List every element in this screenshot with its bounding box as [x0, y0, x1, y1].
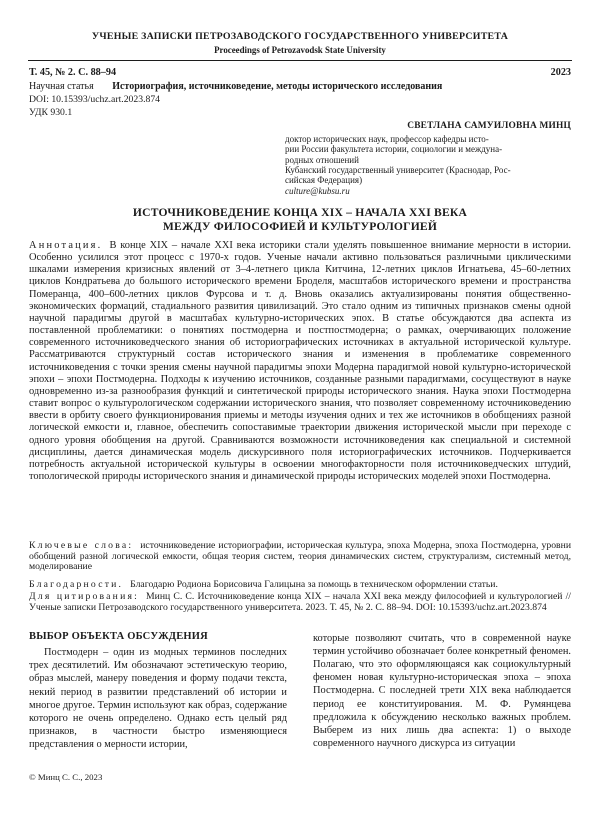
- author-block: [285, 121, 571, 196]
- keywords-paragraph: [29, 541, 571, 573]
- acknowledgments-label: Благодарности.: [29, 579, 124, 590]
- journal-header: [29, 31, 571, 55]
- article-title: [29, 206, 571, 233]
- two-column-body: [29, 631, 571, 752]
- right-column-text: которые позволяют считать, что в современной науке термин устойчиво обозначает более конкретный феномен. Полагаю, что это оформляющаяся как социокультурный феномен новая культурно-историческая эпоха – эпоха Постмодерна. С последней трети XIX века наблюдается период ее конституирования. М. Ф. Румянцева предложила к обсуждению несколько важных проблем. Выберем из них лишь два аспекта: 1) о выходе современного научного дискурса из ситуации: [313, 632, 571, 750]
- article-type-label: Научная статья: [29, 81, 94, 92]
- author-affiliation-line: сийская Федерация): [285, 175, 363, 186]
- left-column: [29, 631, 287, 752]
- acknowledgments-paragraph: [29, 580, 571, 591]
- author-affiliation-line: родных отношений: [285, 154, 359, 165]
- citation-paragraph: [29, 592, 571, 613]
- acknowledgments-text: Благодарю Родиона Борисовича Галицына за помощь в техническом оформлении статьи.: [130, 579, 498, 590]
- author-affiliation-line: Кубанский государственный университет (Краснодар, Рос-: [285, 164, 511, 175]
- left-column-text: Постмодерн – один из модных терминов последних трех десятилетий. Им обозначают эстетическую теорию, образ мыслей, манеру поведения и форму подачи текста, некий период в развитии представлений об истории и многое другое. Термин используют как образ, содержание которого не очень определено. Однако есть целый ряд признаков, в частности быстро изменяющиеся представления о мерности истории,: [29, 647, 287, 751]
- section-heading: ВЫБОР ОБЪЕКТА ОБСУЖДЕНИЯ: [29, 631, 208, 642]
- author-affiliation-line: рии России факультета истории, социологии и междуна-: [285, 144, 503, 155]
- citation-text: Минц С. С. Источниковедение конца XIX – начала XXI века между философией и культурологией // Ученые записки Петрозаводского государственного университета. 2023. Т. 45, № 2. С. 88–94. DOI: 10.15393/uchz.art.2023.874: [29, 591, 571, 613]
- article-title-line-2: МЕЖДУ ФИЛОСОФИЕЙ И КУЛЬТУРОЛОГИЕЙ: [162, 219, 438, 233]
- abstract-label: Аннотация.: [29, 240, 103, 251]
- doi-line: DOI: 10.15393/uchz.art.2023.874: [29, 94, 161, 105]
- article-type-line: [29, 81, 571, 92]
- author-affiliation-line: доктор исторических наук, профессор кафедры исто-: [285, 134, 489, 145]
- keywords-label: Ключевые слова:: [29, 540, 134, 551]
- author-name: СВЕТЛАНА САМУИЛОВНА МИНЦ: [407, 121, 571, 131]
- article-section-label: Историография, источниковедение, методы исторического исследования: [112, 81, 443, 92]
- copyright-notice: © Минц С. С., 2023: [29, 772, 103, 782]
- header-divider-rule: [28, 60, 572, 61]
- udc-line: УДК 930.1: [29, 107, 73, 118]
- article-title-line-1: ИСТОЧНИКОВЕДЕНИЕ КОНЦА XIX – НАЧАЛА XXI ВЕКА: [132, 206, 468, 219]
- keywords-text: источниковедение историографии, историческая культура, эпоха Модерна, эпоха Постмодерна, уровни обобщений разной логической емкости, общая теория систем, теория динамических систем, структурализм, системный метод, моделирование: [29, 540, 571, 573]
- volume-year-line: [29, 67, 571, 78]
- author-email: culture@kubsu.ru: [285, 185, 350, 196]
- right-column: [313, 631, 571, 752]
- abstract-text: В конце XIX – начале XXI века историки стали уделять повышенное внимание мерности в истории. Особенно усилился этот процесс с 1970-х годов. Ученые начали активно пользоваться различными циклическими шкалами измерения кризисных явлений от 3–4-летнего цикла Китчина, 12-летних циклов Игнатьева, 45–60-летних циклов Кондратьева до большого исторического времени Броделя, масштабов исторического времени и пространства Померанца, 400–600-летних циклов Фурсова и т. д. Вновь оказались актуализированы понятия общественно-экономических формаций, стадиального развития цивилизаций. Это стало одним из типичных признаков смены одной научной парадигмы другой в масштабах культурно-исторических эпох. В статье обсуждаются два аспекта из поставленной проблематики: о понятиях постмодерна и постпостмодерна; о рамках, очерчивающих положение современного источниковедческого знания об историографических источниках в актуальной исторической культуре. Рассматриваются структурный состав исторического знания и изменения в проблематике современного источниковедения с точки зрения смены научной парадигмы эпохи Модерна парадигмой новой культурно-исторической эпохи – эпохи Постмодерна. Подходы к изучению источников, созданные разными парадигмами, сосуществуют в науке одновременно из-за разнообразия функций и синтетической природы исторического знания. Наука эпохи Постмодерна ставит вопрос о культурологическом содержании исторического знания, что позволяет современному источниковедению ввести в орбиту своего функционирования приемы и методы изучения одних и тех же источников в обобщениях разной логической емкости и, главное, обеспечить сопоставимые траектории движения исторической мысли при переходе с одного уровня обобщения на другой. Сравниваются возможности источниковедения как специальной и системной дисциплины, дается динамическая модель дискурсивного поля историографических источников. Подчеркивается потребность актуальной исторической культуры в освоении многофакторности поля источниковедческих штудий, топологической природы исторического знания и динамической природы исторических моделей эпохи Постмодерна.: [29, 240, 571, 482]
- citation-label: Для цитирования:: [29, 591, 140, 602]
- journal-title-english: Proceedings of Petrozavodsk State University: [214, 44, 386, 55]
- volume-issue-pages: Т. 45, № 2. С. 88–94: [29, 67, 117, 78]
- abstract-paragraph: [29, 240, 571, 483]
- journal-title-russian: УЧЕНЫЕ ЗАПИСКИ ПЕТРОЗАВОДСКОГО ГОСУДАРСТВЕННОГО УНИВЕРСИТЕТА: [91, 31, 509, 42]
- publication-year: 2023: [550, 67, 571, 78]
